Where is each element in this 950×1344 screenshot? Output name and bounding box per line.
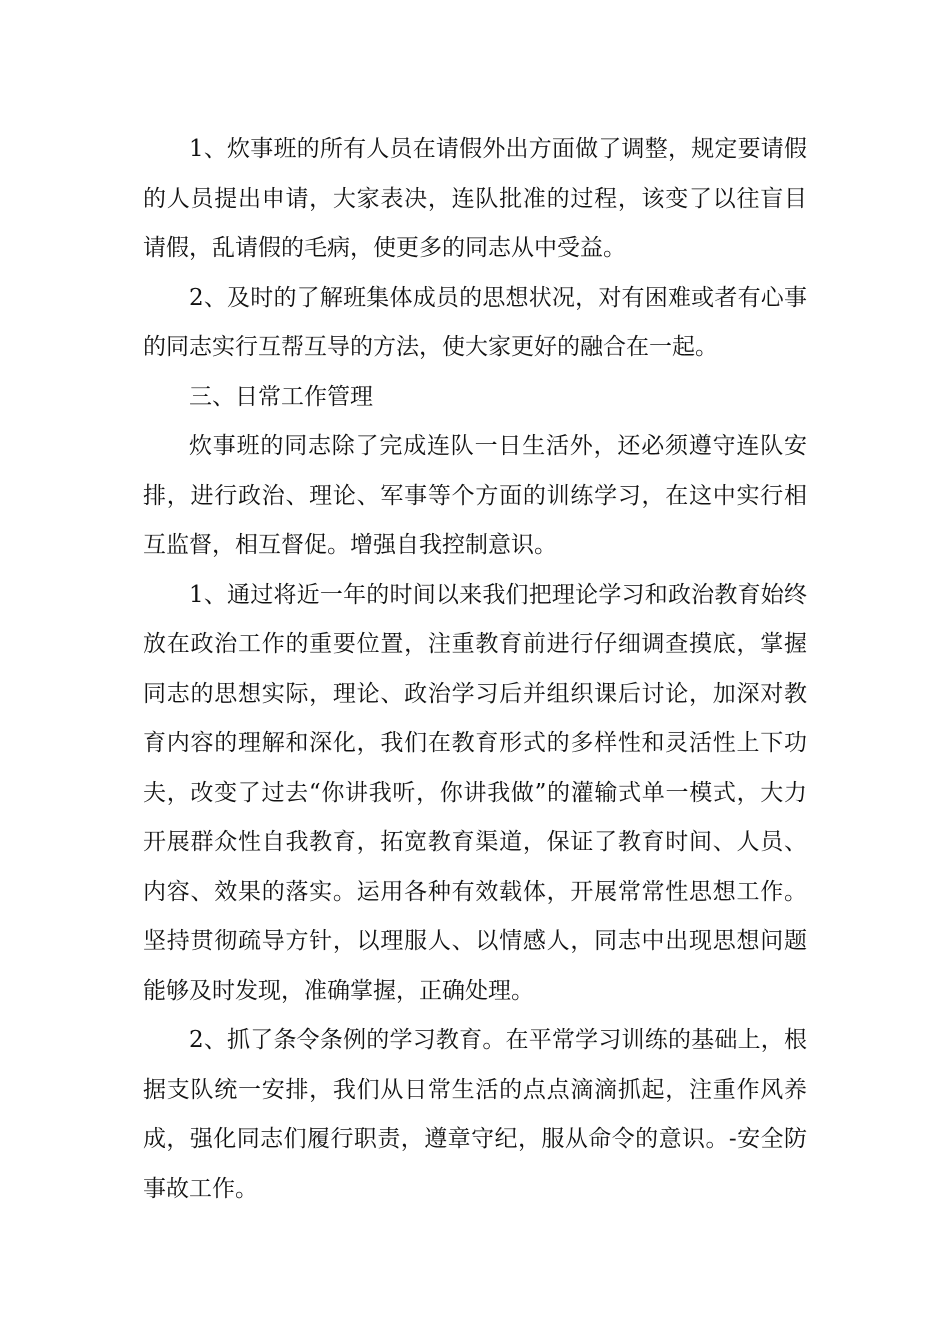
paragraph-training-supervision: 炊事班的同志除了完成连队一日生活外，还必须遵守连队安排，进行政治、理论、军事等个方面的训练学习，在这中实行相互监督，相互督促。增强自我控制意识。 [143,433,807,558]
paragraph-regulations-study: 2、抓了条令条例的学习教育。在平常学习训练的基础上，根据支队统一安排，我们从日常生活的点点滴滴抓起，注重作风养成，强化同志们履行职责，遵章守纪，服从命令的意识。-安全防事故工作。 [143,1027,807,1202]
paragraph-member-thoughts: 2、及时的了解班集体成员的思想状况，对有困难或者有心事的同志实行互帮互导的方法，使大家更好的融合在一起。 [143,284,807,360]
paragraph-political-education: 1、通过将近一年的时间以来我们把理论学习和政治教育始终放在政治工作的重要位置，注重教育前进行仔细调查摸底，掌握同志的思想实际，理论、政治学习后并组织课后讨论，加深对教育内容的理解和深化，我们在教育形式的多样性和灵活性上下功夫，改变了过去“你讲我听，你讲我做”的灌输式单一模式，大力开展群众性自我教育，拓宽教育渠道，保证了教育时间、人员、内容、效果的落实。运用各种有效载体，开展常常性思想工作。坚持贯彻疏导方针，以理服人、以情感人，同志中出现思想问题能够及时发现，准确掌握，正确处理。 [143,581,807,1004]
document-body [143,125,807,1214]
section-heading-daily-management: 三、日常工作管理 [189,383,373,410]
paragraph-leave-rules: 1、炊事班的所有人员在请假外出方面做了调整，规定要请假的人员提出申请，大家表决，连队批准的过程，该变了以往盲目请假，乱请假的毛病，使更多的同志从中受益。 [143,136,807,261]
